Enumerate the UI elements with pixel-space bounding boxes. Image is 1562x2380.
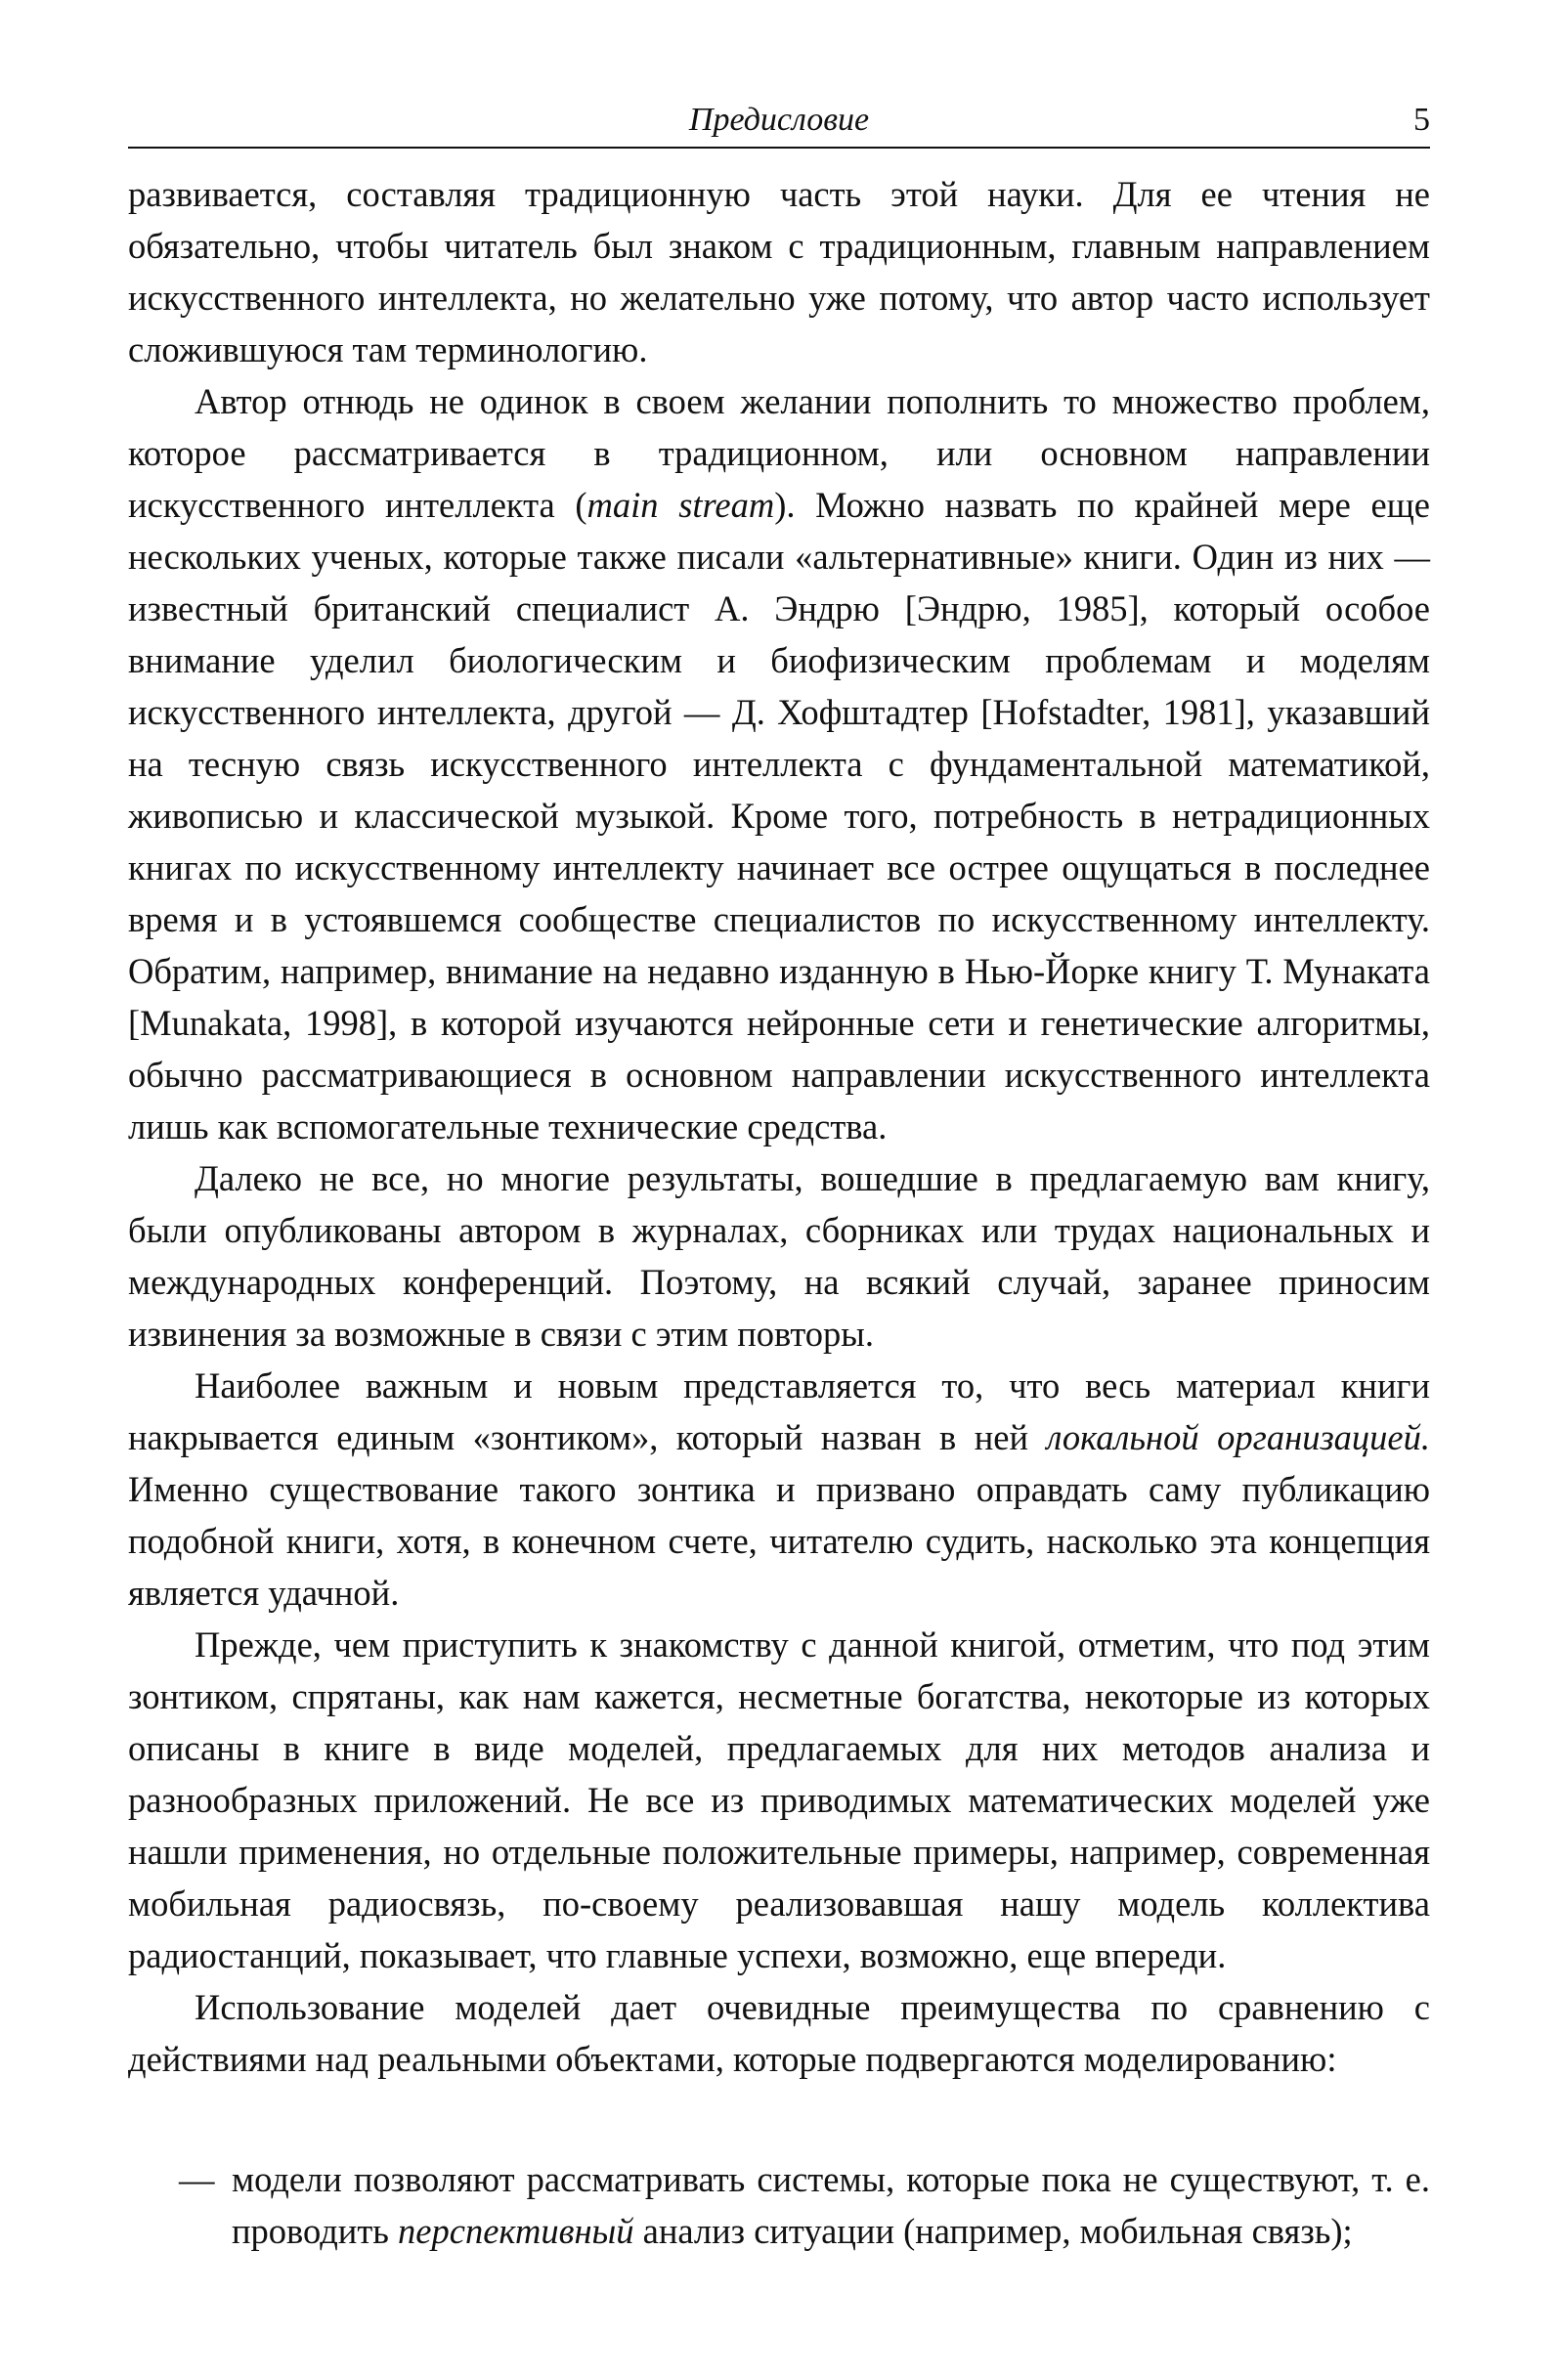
paragraph-text: Именно существование такого зонтика и призвано оправдать саму публикацию подобной книги, хотя, в конечном счете, читателю судить, насколько эта концепция является удачной. xyxy=(128,1469,1430,1613)
emphasis-text: локальной организацией. xyxy=(1046,1417,1431,1457)
paragraph-text: ). Можно назвать по крайней мере еще нескольких ученых, которые также писали «альтернативные» книги. Один из них — известный британский специалист А. Эндрю [Эндрю, 1985], который особое внимание уделил биологическим и биофизическим проблемам и моделям искусственного интеллекта, другой — Д. Хофштадтер [Hofstadter, 1981], указавший на тесную связь искусственного интеллекта с фундаментальной математикой, живописью и классической музыкой. Кроме того, потребность в нетрадиционных книгах по искусственному интеллекту начинает все острее ощущаться в последнее время и в устоявшемся сообществе специалистов по искусственному интеллекту. Обратим, например, внимание на недавно изданную в Нью-Йорке книгу Т. Мунаката [Munakata, 1998], в которой изучаются нейронные сети и генетические алгоритмы, обычно рассматривающиеся в основном направлении искусственного интеллекта лишь как вспомогательные технические средства. xyxy=(128,485,1430,1147)
paragraph-text: Наиболее важным и новым представляется то, что весь материал книги накрывается единым «зонтиком», который назван в ней xyxy=(128,1365,1430,1457)
paragraph-text: Автор отнюдь не одинок в своем желании пополнить то множество проблем, которое рассматривается в традиционном, или основном направлении искусственного интеллекта ( xyxy=(128,381,1430,525)
list-text-part: модели позволяют рассматривать системы, которые пока не существуют, т. е. проводить xyxy=(232,2159,1430,2251)
advantages-list xyxy=(128,2153,1430,2257)
paragraph-publications: Далеко не все, но многие результаты, вошедшие в предлагаемую вам книгу, были опубликованы автором в журналах, сборниках или трудах национальных и международных конференций. Поэтому, на всякий случай, заранее приносим извинения за возможные в связи с этим повторы. xyxy=(128,1158,1430,1354)
list-dash: — xyxy=(179,2159,215,2199)
list-item xyxy=(128,2153,1430,2257)
list-item-text xyxy=(232,2153,1430,2257)
body-text xyxy=(128,168,1430,2085)
paragraph-models-advantages: Использование моделей дает очевидные преимущества по сравнению с действиями над реальными объектами, которые подвергаются моделированию: xyxy=(128,1987,1430,2079)
list-text-part: анализ ситуации (например, мобильная связь); xyxy=(633,2211,1353,2251)
running-head xyxy=(128,98,1430,149)
book-page xyxy=(128,98,1430,2257)
emphasis-text: main stream xyxy=(586,485,775,525)
running-title: Предисловие xyxy=(688,102,870,138)
emphasis-text: перспективный xyxy=(398,2211,634,2251)
paragraph-local-organization xyxy=(128,1360,1430,1619)
paragraph-umbrella-riches: Прежде, чем приступить к знакомству с данной книгой, отметим, что под этим зонтиком, спрятаны, как нам кажется, несметные богатства, некоторые из которых описаны в книге в виде моделей, предлагаемых для них методов анализа и разнообразных приложений. Не все из приводимых математических моделей уже нашли применения, но отдельные положительные примеры, например, современная мобильная радиосвязь, по-своему реализовавшая нашу модель коллектива радиостанций, показывает, что главные успехи, возможно, еще впереди. xyxy=(128,1624,1430,1975)
page-number: 5 xyxy=(1413,102,1430,138)
paragraph-continuation: развивается, составляя традиционную часть этой науки. Для ее чтения не обязательно, чтобы читатель был знаком с традиционным, главным направлением искусственного интеллекта, но желательно уже потому, что автор часто использует сложившуюся там терминологию. xyxy=(128,174,1430,369)
paragraph-author-not-alone xyxy=(128,375,1430,1152)
